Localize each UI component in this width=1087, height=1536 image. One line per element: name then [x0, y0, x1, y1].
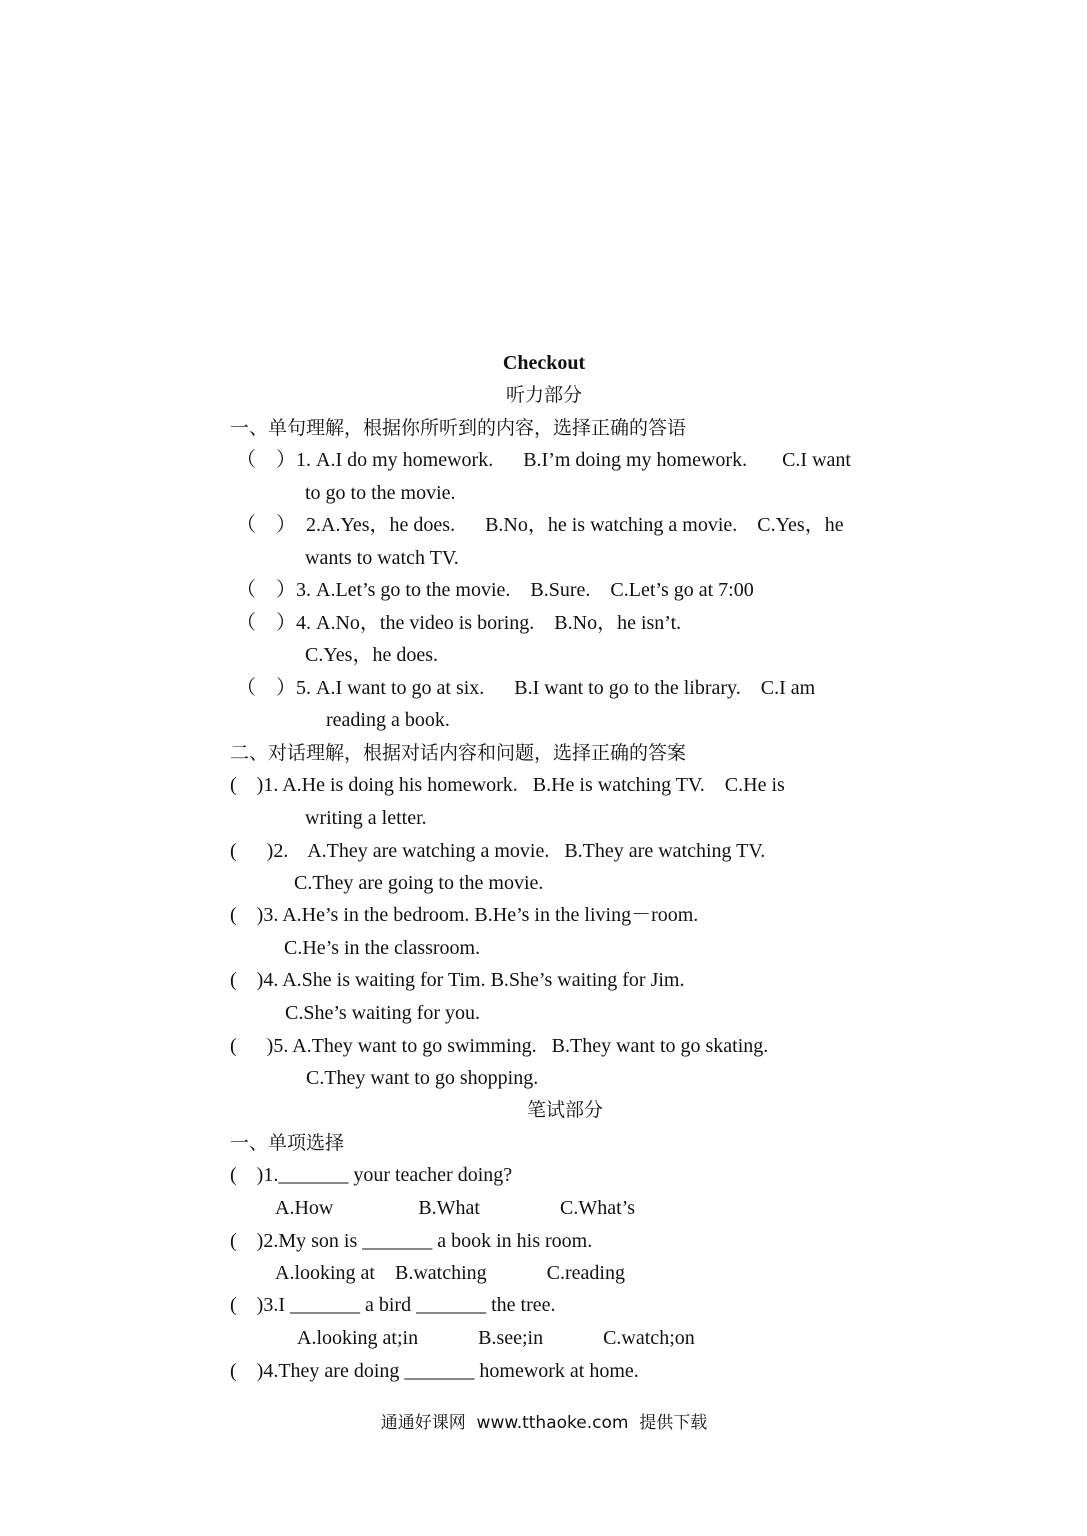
part1-q4-cont: C.Yes，he does. — [305, 644, 438, 666]
part1-q2-cont: wants to watch TV. — [305, 547, 459, 569]
part2-heading: 二、对话理解，根据对话内容和问题，选择正确的答案 — [230, 742, 687, 764]
listening-heading: 听力部分 — [505, 384, 582, 406]
part2-q1-cont: writing a letter. — [305, 807, 427, 829]
part2-q3-line: ( )3. A.He’s in the bedroom. B.He’s in the living－room. — [230, 904, 699, 926]
part1-q1-cont: to go to the movie. — [305, 482, 456, 504]
part1-q1-line: （ ）1. A.I do my homework. B.I’m doing my homework. C.I want — [236, 449, 851, 471]
part3-heading: 一、单项选择 — [230, 1132, 345, 1154]
part1-q5-cont: reading a book. — [326, 709, 450, 731]
part1-q3-line: （ ）3. A.Let’s go to the movie. B.Sure. C.Let’s go at 7:00 — [236, 579, 754, 601]
part2-q4-cont: C.She’s waiting for you. — [285, 1002, 480, 1024]
part2-q2-cont: C.They are going to the movie. — [294, 872, 544, 894]
part3-q3-line: ( )3.I _______ a bird _______ the tree. — [230, 1294, 556, 1316]
part1-q4-line: （ ）4. A.No，the video is boring. B.No，he isn’t. — [236, 612, 682, 634]
part3-q4-line: ( )4.They are doing _______ homework at home. — [230, 1360, 639, 1382]
part3-q2-options: A.looking at B.watching C.reading — [275, 1262, 625, 1284]
part1-q5-line: （ ）5. A.I want to go at six. B.I want to go to the library. C.I am — [236, 677, 816, 699]
part1-q2-line: （ ） 2.A.Yes，he does. B.No，he is watching a movie. C.Yes，he — [236, 514, 844, 536]
part3-q2-line: ( )2.My son is _______ a book in his room. — [230, 1230, 593, 1252]
doc-title: Checkout — [502, 352, 586, 374]
part2-q5-cont: C.They want to go shopping. — [306, 1067, 539, 1089]
part2-q1-line: ( )1. A.He is doing his homework. B.He is watching TV. C.He is — [230, 774, 785, 796]
part3-q1-line: ( )1._______ your teacher doing? — [230, 1164, 513, 1186]
part3-q3-options: A.looking at;in B.see;in C.watch;on — [297, 1327, 695, 1349]
part3-q1-options: A.How B.What C.What’s — [275, 1197, 635, 1219]
part2-q4-line: ( )4. A.She is waiting for Tim. B.She’s waiting for Jim. — [230, 969, 685, 991]
part2-q5-line: ( )5. A.They want to go swimming. B.They want to go skating. — [230, 1035, 769, 1057]
part1-heading: 一、单句理解，根据你所听到的内容，选择正确的答语 — [230, 417, 687, 439]
part2-q3-cont: C.He’s in the classroom. — [284, 937, 481, 959]
page-footer: 通通好课网 www.tthaoke.com 提供下载 — [380, 1413, 708, 1433]
part2-q2-line: ( )2. A.They are watching a movie. B.They are watching TV. — [230, 840, 766, 862]
writing-heading: 笔试部分 — [526, 1099, 603, 1121]
